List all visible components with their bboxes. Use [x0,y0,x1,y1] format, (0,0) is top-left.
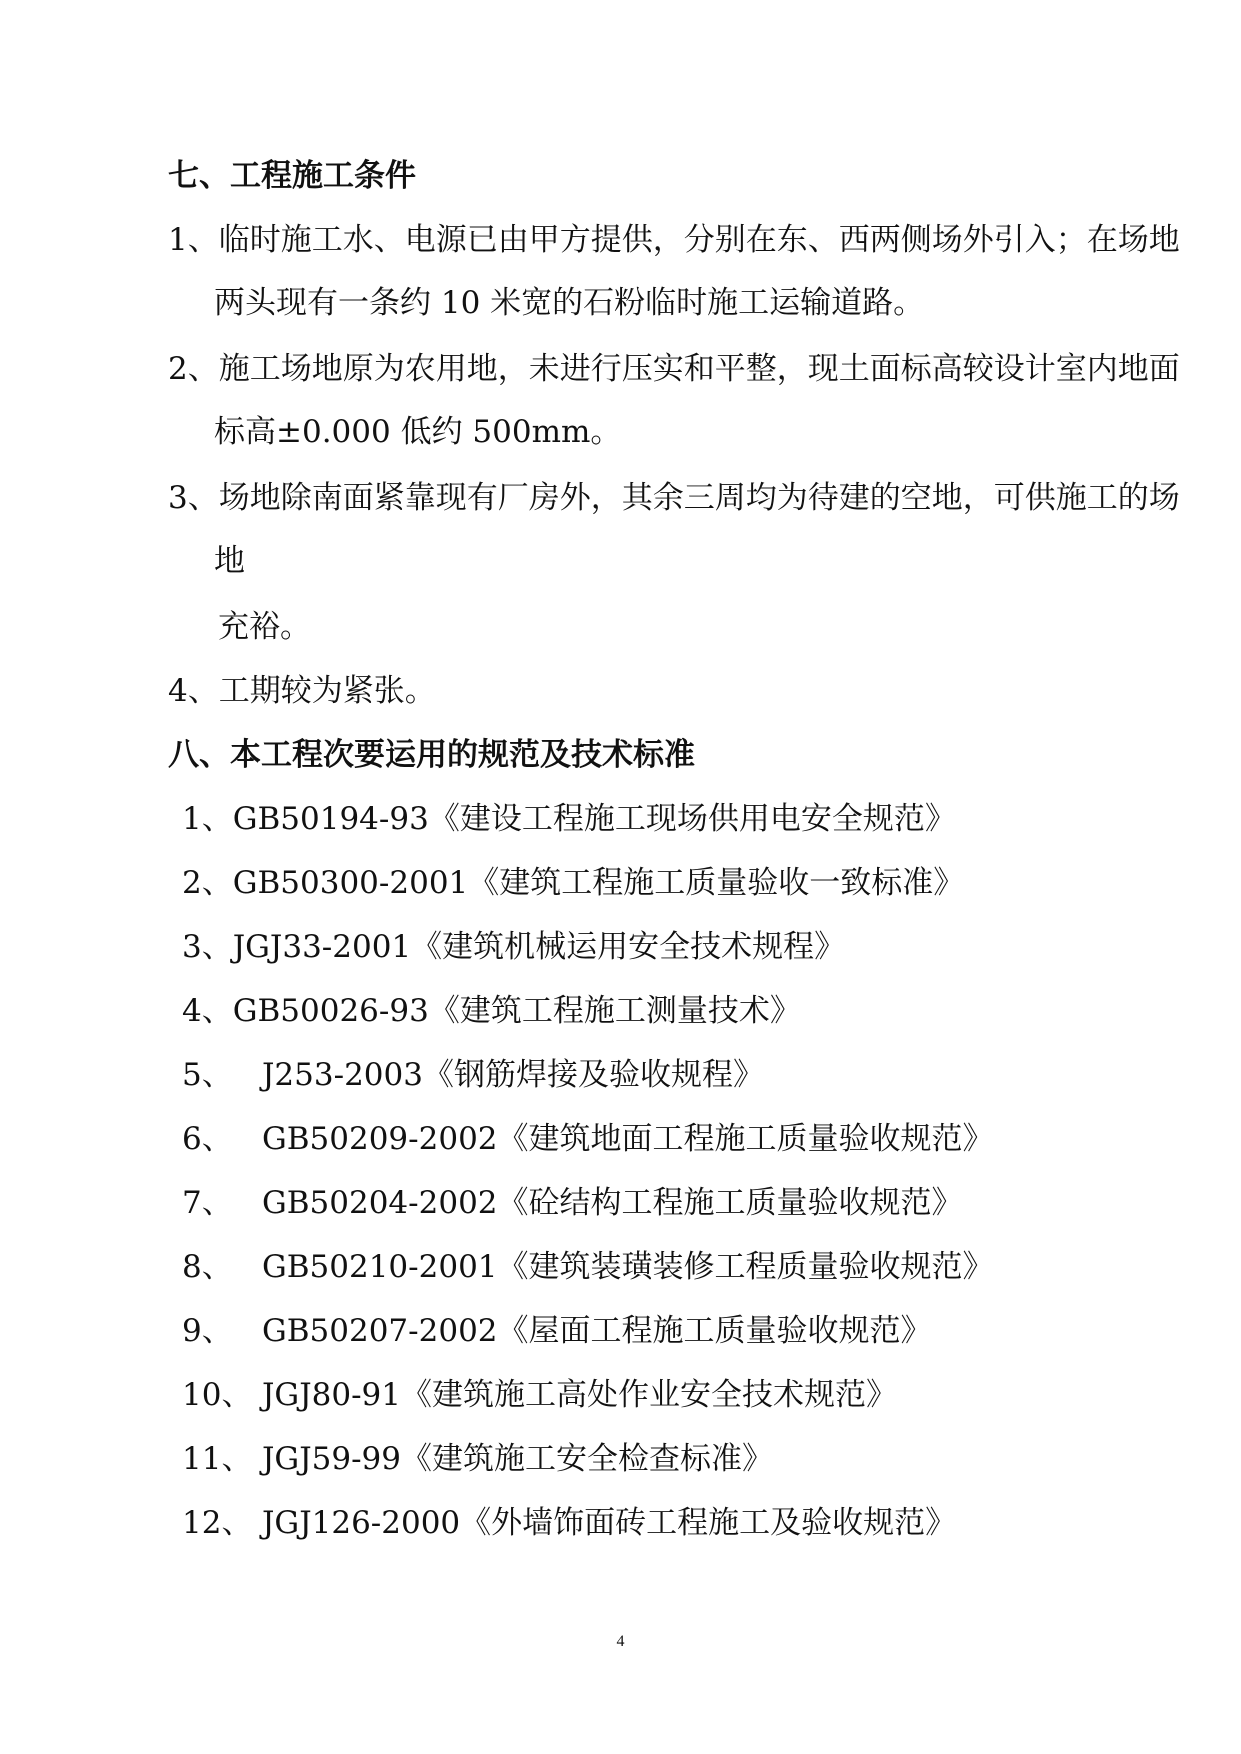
item-text: GB50300-2001《建筑工程施工质量验收一致标准》 [232,865,965,901]
section-7-item-3-cont2: 充裕。 [218,609,311,645]
standard-item-3 [182,927,845,967]
standard-item-10 [182,1375,897,1415]
item-number: 10、 [182,1377,253,1413]
item-text: GB50209-2002《建筑地面工程施工质量验收规范》 [262,1121,994,1157]
standard-item-12 [182,1503,956,1543]
item-text: GB50194-93《建设工程施工现场供用电安全规范》 [232,801,956,837]
item-text: JGJ59-99《建筑施工安全检查标准》 [262,1441,773,1477]
standard-item-6 [182,1119,994,1159]
item-number: 7、 [182,1185,233,1221]
item-number: 3、 [182,929,233,965]
item-number: 4、 [168,673,219,709]
standard-item-1 [182,799,956,839]
item-number: 8、 [182,1249,233,1285]
item-text: 施工场地原为农用地，未进行压实和平整，现土面标高较设计室内地面 [218,351,1180,387]
standard-item-4 [182,991,801,1031]
standard-item-2 [182,863,964,903]
item-text: JGJ33-2001《建筑机械运用安全技术规程》 [232,929,846,965]
section-7-item-1 [168,220,1180,260]
item-number: 2、 [182,865,233,901]
standard-item-9 [182,1311,932,1351]
section-7-item-1-cont: 两头现有一条约 10 米宽的石粉临时施工运输道路。 [214,285,925,321]
item-text: 场地除南面紧靠现有厂房外，其余三周均为待建的空地，可供施工的场 [218,480,1180,516]
item-text: J253-2003《钢筋焊接及验收规程》 [262,1057,764,1093]
section-7-item-3-cont: 地 [214,543,245,579]
item-number: 11、 [182,1441,253,1477]
standard-item-5 [182,1055,764,1095]
section-7-item-2 [168,349,1180,389]
item-text: GB50207-2002《屋面工程施工质量验收规范》 [262,1313,932,1349]
item-number: 1、 [168,222,219,258]
item-text: 工期较为紧张。 [218,673,436,709]
item-text: GB50204-2002《砼结构工程施工质量验收规范》 [262,1185,963,1221]
item-number: 12、 [182,1505,253,1541]
item-text: GB50210-2001《建筑装璜装修工程质量验收规范》 [262,1249,994,1285]
item-number: 4、 [182,993,233,1029]
item-text: GB50026-93《建筑工程施工测量技术》 [232,993,801,1029]
section-7-item-3 [168,478,1180,518]
item-text: 临时施工水、电源已由甲方提供，分别在东、西两侧场外引入；在场地 [218,222,1180,258]
section-7-item-4 [168,671,436,711]
item-number: 2、 [168,351,219,387]
item-number: 1、 [182,801,233,837]
item-text: JGJ126-2000《外墙饰面砖工程施工及验收规范》 [262,1505,957,1541]
item-text: JGJ80-91《建筑施工高处作业安全技术规范》 [262,1377,897,1413]
item-number: 6、 [182,1121,233,1157]
standard-item-11 [182,1439,773,1479]
standard-item-7 [182,1183,963,1223]
section-7-heading: 七、工程施工条件 [168,158,416,194]
page-number: 4 [616,1633,625,1650]
item-number: 9、 [182,1313,233,1349]
item-number: 5、 [182,1057,233,1093]
item-number: 3、 [168,480,219,516]
standard-item-8 [182,1247,994,1287]
section-8-heading: 八、本工程次要运用的规范及技术标准 [168,737,695,773]
section-7-item-2-cont: 标高±0.000 低约 500mm。 [214,414,622,450]
